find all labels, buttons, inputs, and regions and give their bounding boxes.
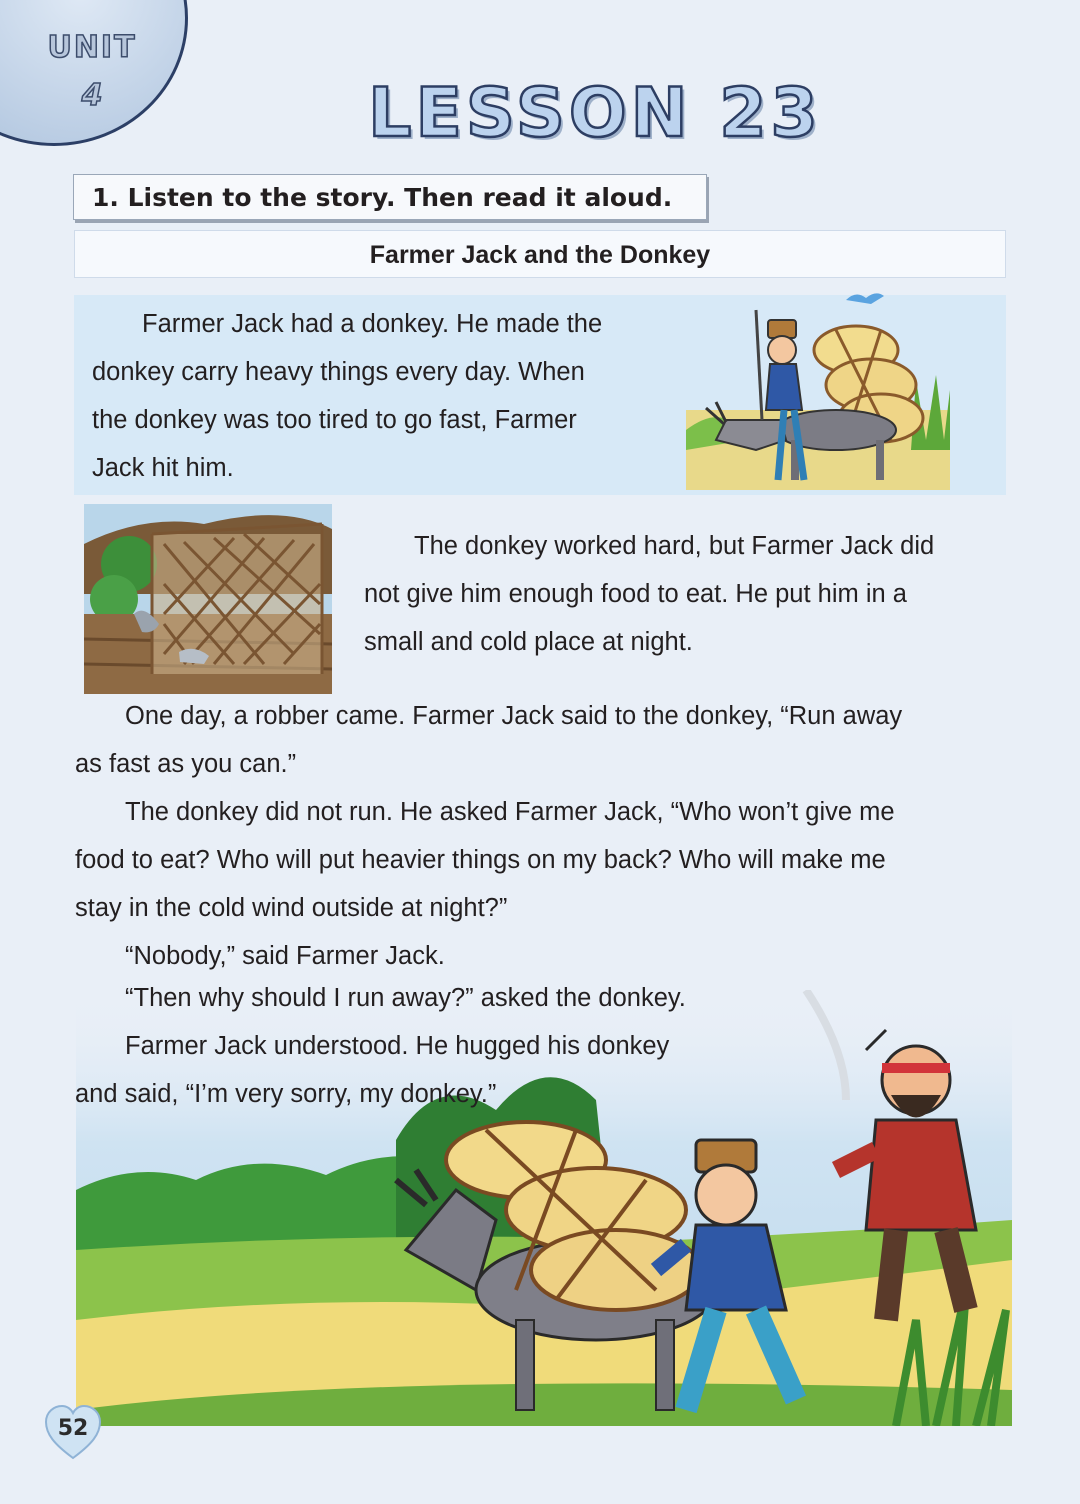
farmer-donkey-illustration: [686, 290, 950, 490]
unit-label: UNIT: [47, 30, 137, 65]
paragraph-3: [75, 692, 902, 788]
task-instruction: 1. Listen to the story. Then read it aloud.: [92, 183, 673, 212]
paragraph-line: stay in the cold wind outside at night?”: [75, 894, 508, 922]
paragraph-1: [92, 300, 602, 492]
paragraph-line: food to eat? Who will put heavier things on my back? Who will make me: [75, 846, 886, 874]
paragraph-6: “Then why should I run away?” asked the donkey.: [125, 984, 686, 1012]
paragraph-line: One day, a robber came. Farmer Jack said to the donkey, “Run away: [125, 702, 903, 730]
paragraph-line: The donkey did not run. He asked Farmer Jack, “Who won’t give me: [125, 798, 895, 826]
unit-number: 4: [81, 78, 103, 113]
paragraph-line: Farmer Jack had a donkey. He made the: [142, 310, 603, 338]
paragraph-line: donkey carry heavy things every day. When: [92, 358, 585, 386]
shed-illustration: [84, 504, 332, 694]
paragraph-line: as fast as you can.”: [75, 750, 297, 778]
paragraph-line: and said, “I’m very sorry, my donkey.”: [75, 1080, 497, 1108]
paragraph-5: “Nobody,” said Farmer Jack.: [125, 942, 445, 970]
story-title-bar: [74, 230, 1006, 278]
paragraph-line: Farmer Jack understood. He hugged his donkey: [125, 1032, 670, 1060]
paragraph-7: [75, 1022, 669, 1118]
page-number: 52: [57, 1416, 89, 1441]
paragraph-2: [364, 522, 934, 666]
story-title: Farmer Jack and the Donkey: [369, 241, 711, 269]
paragraph-line: the donkey was too tired to go fast, Farmer: [92, 406, 577, 434]
lesson-title: LESSON 23: [368, 74, 822, 153]
paragraph-4: [75, 788, 895, 932]
paragraph-line: The donkey worked hard, but Farmer Jack did: [414, 532, 935, 560]
unit-badge: [0, 0, 188, 146]
paragraph-line: not give him enough food to eat. He put him in a: [364, 580, 907, 608]
paragraph-line: Jack hit him.: [92, 454, 234, 482]
page-number-badge: [44, 1404, 102, 1460]
task-instruction-box: [73, 174, 707, 220]
paragraph-line: small and cold place at night.: [364, 628, 693, 656]
